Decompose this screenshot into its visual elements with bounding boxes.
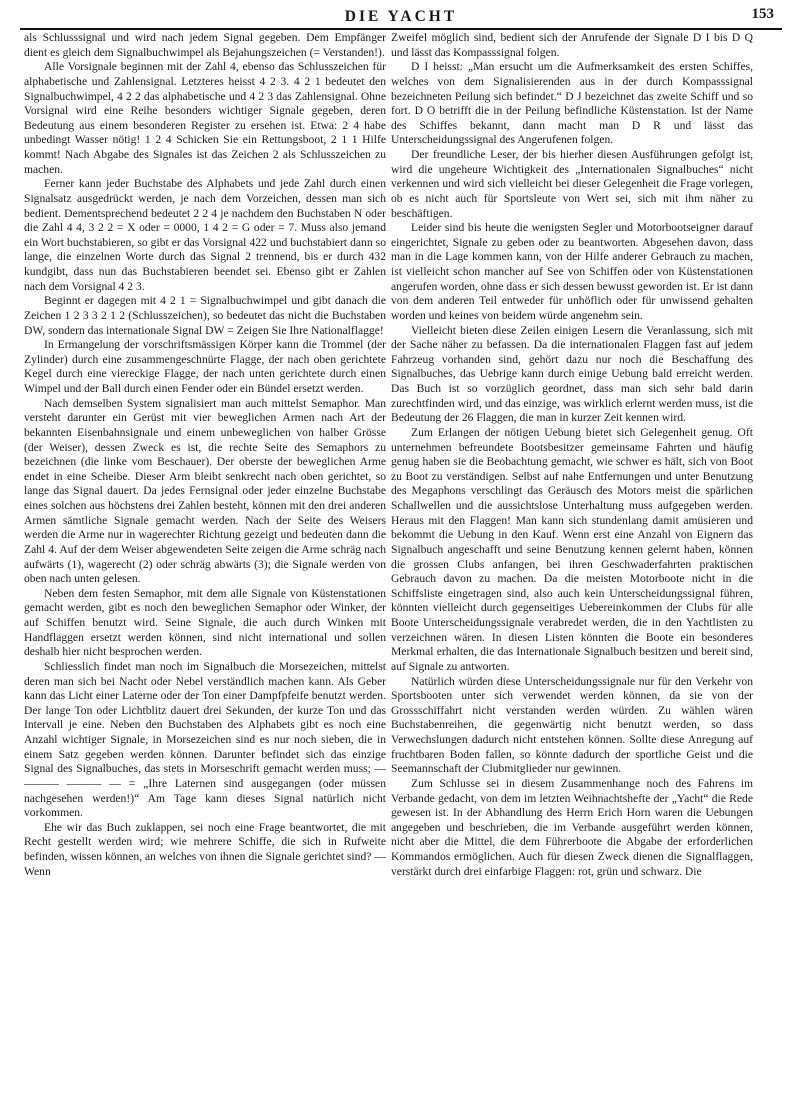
- paragraph: Alle Vorsignale beginnen mit der Zahl 4, ebenso das Schlusszeichen für alphabetische und Zahlensignal. Letzteres heisst 4 2 3. 4 2 1 bedeutet den Signalbuchwimpel, 4 2 2 das alphabetische und 4 2 3 das Zahlensignal. Ohne Vorsignal wird eine Reihe besonders wichtiger Signale gegeben, deren Bedeutung aus einem besonderen Register zu ersehen ist. Etwa: 2 4 habe unbedingt Wasser nötig! 1 2 4 Schicken Sie ein Rettungsboot, 2 1 1 Hilfe kommt! Nach Abgabe des Signales ist das Zeichen 2 als Schlusszeichen zu machen.: [24, 60, 386, 176]
- paragraph: Zweifel möglich sind, bedient sich der Anrufende der Signale D I bis D Q und lässt das Kompasssignal folgen.: [391, 31, 753, 59]
- left-column: [24, 31, 386, 1101]
- paragraph: als Schlusssignal und wird nach jedem Signal gegeben. Dem Empfänger dient es gleich dem Signalbuchwimpel als Bejahungszeichen (= Verstanden!).: [24, 31, 386, 59]
- paragraph: Beginnt er dagegen mit 4 2 1 = Signalbuchwimpel und gibt danach die Zeichen 1 2 3 3 2 1 2 (Schlusszeichen), so bedeutet das nicht die Buchstaben DW, sondern das internationale Signal DW = Zeigen Sie Ihre Nationalflagge!: [24, 294, 386, 337]
- paragraph: Vielleicht bieten diese Zeilen einigen Lesern die Veranlassung, sich mit der Sache näher zu befassen. Da die internationalen Flaggen fast auf jedem Fahrzeug vorhanden sind, gehört dazu nur noch die Beschaffung des Signalbuches, das Uebrige kann durch einige Uebung bald erreicht werden. Das Buch ist so vorzüglich geordnet, dass man sich sehr bald darin zurechtfinden wird, und das einzige, was wirklich erlernt werden muss, ist die Bedeutung der 26 Flaggen, die man in kurzer Zeit kennen wird.: [391, 323, 753, 425]
- paragraph: Natürlich würden diese Unterscheidungssignale nur für den Verkehr von Sportsbooten unter sich verwendet werden können, da sie von der Grossschiffahrt nicht verstanden werden würden. Zu wählen wären Buchstabenreihen, die gegenwärtig nicht benutzt werden, so dass Verwechslungen dadurch nicht entstehen können. Sollte diese Anregung auf fruchtbaren Boden fallen, so könnte dadurch der sportliche Geist und die Seemannschaft der Clubmitglieder nur gewinnen.: [391, 674, 753, 776]
- header-rule: [20, 28, 782, 30]
- paragraph: In Ermangelung der vorschriftsmässigen Körper kann die Trommel (der Zylinder) durch eine zusammengeschnürte Flagge, der nach oben gerichtete Kegel durch eine viereckige Flagge, der nach unten gerichtete durch einen Wimpel und der Ball durch einen Fender oder ein Bündel ersetzt werden.: [24, 338, 386, 395]
- right-column: [391, 31, 753, 1101]
- paragraph: Leider sind bis heute die wenigsten Segler und Motorbootseigner darauf eingerichtet, Signale zu geben oder zu beantworten. Abgesehen davon, dass man in die Lage kommen kann, von der Hilfe anderer Gebrauch zu machen, ist vielleicht schon mancher auf See von Schiffen oder von Küstenstationen angerufen worden, ohne dass er sich dessen bewusst geworden ist. Er ist dann von dem anderen Teil entweder für unhöflich oder für unwissend gehalten worden und keines von beidem würde angenehm sein.: [391, 221, 753, 322]
- journal-title: DIE YACHT: [344, 8, 458, 25]
- paragraph: Nach demselben System signalisiert man auch mittelst Semaphor. Man versteht darunter ein Gerüst mit vier beweglichen Armen nach Art der bekannten Eisenbahnsignale und einem unbeweglichen von halber Grösse (der Weiser), dessen Zweck es ist, die rechte Seite des Semaphors zu bezeichnen (die linke vom Beschauer). Der oberste der beweglichen Arme endet in eine Scheibe. Dieser Arm bleibt senkrecht nach oben gerichtet, so lange das Signal dauert. Da jedes Fernsignal oder jeder einzelne Buchstabe eines solchen aus höchstens drei Zahlen besteht, können mit den drei anderen Armen sämtliche Signale gemacht werden. Nach der Seite des Weisers werden die Arme nur in wagerechter Richtung gezeigt und bedeuten dann die Zahl 4. Auf der dem Weiser abgewendeten Seite zeigen die Arme schräg nach aufwärts (1), wagerecht (2) oder schräg abwärts (3); die Signale werden von oben nach unten gelesen.: [24, 396, 386, 586]
- paragraph: Zum Schlusse sei in diesem Zusammenhange noch des Fahrens im Verbande gedacht, von dem im letzten Weihnachtshefte der „Yacht“ die Rede gewesen ist. In der Abhandlung des Herrn Erich Horn waren die Uebungen angegeben und beschrieben, die im Verbande ausgeführt werden können, nicht aber die Mittel, die dem Führerboote die Abgabe der erforderlichen Kommandos ermöglichen. Auch für diesen Zweck dienen die Signalflaggen, verstärkt durch drei einfarbige Flaggen: rot, grün und schwarz. Die: [391, 776, 753, 878]
- page-number: 153: [751, 6, 774, 22]
- paragraph: Ehe wir das Buch zuklappen, sei noch eine Frage beantwortet, die mit Recht gestellt werden wird; wie mehrere Schiffe, die sich in Rufweite befinden, wissen können, an welches von ihnen die Signale gerichtet sind? — Wenn: [24, 820, 386, 878]
- paragraph: Zum Erlangen der nötigen Uebung bietet sich Gelegenheit genug. Oft unternehmen befreundete Bootsbesitzer gemeinsame Fahrten und häufig genug haben sie die Beobachtung gemacht, wie schwer es hält, sich von Boot zu Boot zu verständigen. Selbst auf nahe Entfernungen und unter Benutzung des Megaphons verschlingt das Geräusch des Motors meist die spärlichen Schallwellen und die aussichtslose Unterhaltung muss aufgegeben werden. Heraus mit den Flaggen! Man kann sich stundenlang damit amüsieren und bekommt die Uebung in den Kauf. Wenn erst eine Anzahl von Eignern das Signalbuch angeschafft und seine Benutzung kennen gelernt haben, können die grossen Clubs anfangen, bei ihren Geschwaderfahrten praktischen Gebrauch davon zu machen. Da die meisten Motorboote nicht in die Schiffsliste eingetragen sind, also auch kein Unterscheidungssignal führen, könnten vielleicht durch gegenseitiges Uebereinkommen der Clubs für alle Boote Unterscheidungssignale verabredet werden, die in den Yachtlisten zu verzeichnen wären. In diesen Listen könnten die Boote ein besonderes Merkmal erhalten, die das Internationale Signalbuch besitzen und bereit sind, auf Signale zu antworten.: [391, 425, 753, 673]
- paragraph: Der freundliche Leser, der bis hierher diesen Ausführungen gefolgt ist, wird die ungeheure Wichtigkeit des „Internationalen Signalbuches“ nicht verkennen und wird sich vielleicht bei dieser Gelegenheit die Frage vorlegen, ob es nicht auch für Sportsleute von Wert sei, sich mit ihm näher zu beschäftigen.: [391, 148, 753, 220]
- paragraph: D I heisst: „Man ersucht um die Aufmerksamkeit des ersten Schiffes, welches von dem Signalisierenden aus in der durch Kompasssignal bezeichneten Peilung sich befindet.“ D J bezeichnet das zweite Schiff und so fort. D O betrifft die in der Peilung befindliche Küstenstation. Ist der Name des Schiffes bekannt, dann macht man D R und lässt das Unterscheidungssignal des Angerufenen folgen.: [391, 60, 753, 147]
- paragraph: Ferner kann jeder Buchstabe des Alphabets und jede Zahl durch einen Signalsatz ausgedrückt werden, je nach dem Vorzeichen, dessen man sich bedient. Dementsprechend bedeutet 2 2 4 je nachdem den Buchstaben N oder die Zahl 4 4, 3 2 2 = X oder = 0000, 1 4 2 = G oder = 7. Muss also jemand ein Wort buchstabieren, so gibt er das Vorsignal 422 und buchstabiert dann so lange, die einzelnen Worte durch das Signal 2 trennend, bis er durch 432 kundgibt, dass nun das Buchstabieren beendet sei. Ebenso gibt er Zahlen nach dem Vorsignal 4 2 3.: [24, 177, 386, 293]
- paragraph: Schliesslich findet man noch im Signalbuch die Morsezeichen, mittelst deren man sich bei Nacht oder Nebel verständlich machen kann. Als Geber kann das Licht einer Laterne oder der Ton einer Dampfpfeife benutzt werden. Der lange Ton oder Lichtblitz dauert drei Sekunden, der kurze Ton und das Intervall je eine. Neben den Buchstaben des Alphabets gibt es noch eine Anzahl wichtiger Signale, in Morsezeichen sind es nur noch sieben, die in einem Satz gegeben werden können. Darunter befindet sich das einzige Signal des Signalbuches, das stets in Morseschrift gemacht werden muss; — ——— ——— — = „Ihre Laternen sind ausgegangen (oder müssen nachgesehen werden!)“ Am Tage kann dieses Signal natürlich nicht vorkommen.: [24, 659, 386, 820]
- paragraph: Neben dem festen Semaphor, mit dem alle Signale von Küstenstationen gemacht werden, gibt es noch den beweglichen Semaphor oder Winker, der auf Schiffen benutzt wird. Seine Signale, die auch durch Winken mit Handflaggen ersetzt werden können, sind nicht international und sollen deshalb hier nicht besprochen werden.: [24, 586, 386, 659]
